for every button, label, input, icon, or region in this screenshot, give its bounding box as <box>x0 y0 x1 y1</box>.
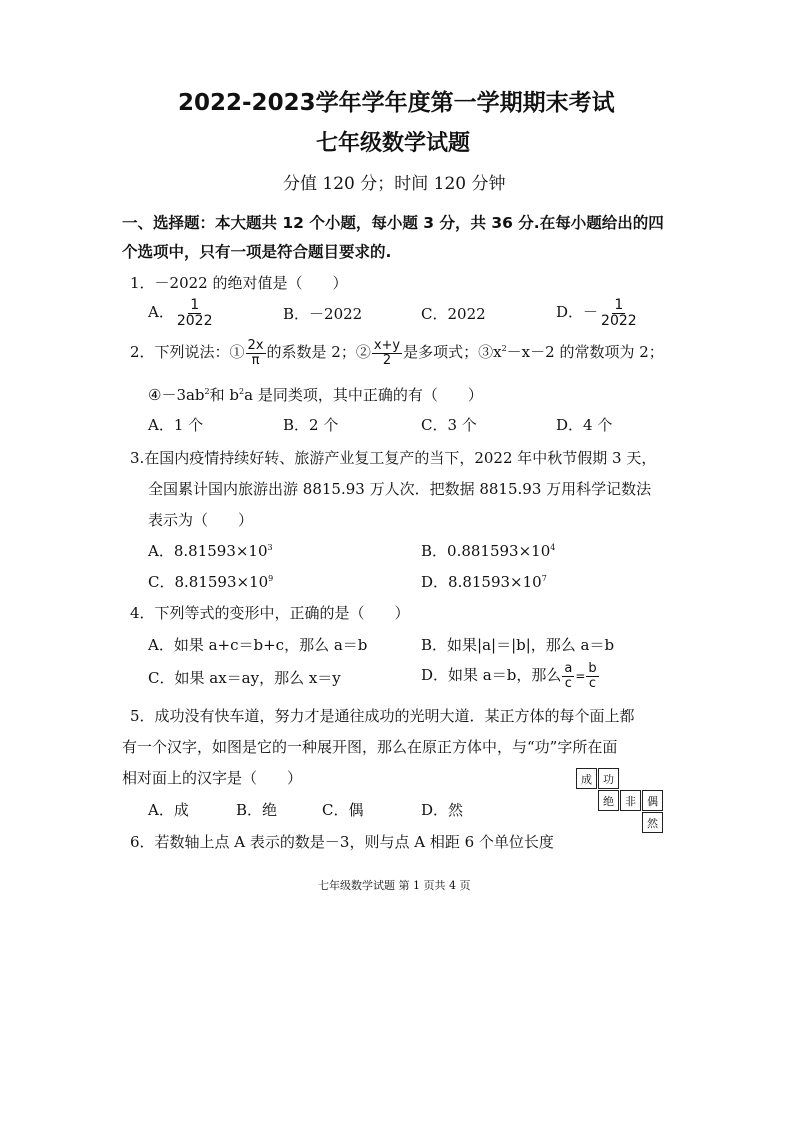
question-3-line2: 全国累计国内旅游出游 8815.93 万人次．把数据 8815.93 万用科学记数法 <box>148 480 652 498</box>
question-1-option-a <box>148 298 215 328</box>
question-5-line1: 5．成功没有快车道，努力才是通往成功的光明大道．某正方体的每个面上都 <box>130 707 635 725</box>
question-5-line3: 相对面上的汉字是（ ） <box>122 769 303 787</box>
question-2-option-b: B．2 个 <box>283 416 339 434</box>
superscript: 4 <box>550 543 556 552</box>
fraction <box>372 339 402 367</box>
question-4-option-d <box>421 662 600 690</box>
question-3-option-c <box>148 571 273 592</box>
fraction-denominator: c <box>588 675 597 691</box>
question-5-line2: 有一个汉字，如图是它的一种展开图，那么在原正方体中，与“功”字所在面 <box>122 738 618 756</box>
superscript: 2 <box>239 387 245 396</box>
text-segment: A．8.81593×10 <box>148 542 268 560</box>
question-4-stem: 4．下列等式的变形中，正确的是（ ） <box>130 604 410 622</box>
section-heading-line2: 个选项中，只有一项是符合题目要求的. <box>122 243 392 261</box>
fraction-denominator: π <box>251 352 260 368</box>
net-cell: 功 <box>598 768 619 789</box>
page-footer: 七年级数学试题 第 1 页共 4 页 <box>318 879 471 892</box>
question-4-option-b: B．如果|a|＝|b|，那么 a＝b <box>421 636 615 654</box>
text-segment: B．0.881593×10 <box>421 542 551 560</box>
question-6-line1: 6．若数轴上点 A 表示的数是－3，则与点 A 相距 6 个单位长度 <box>130 833 554 851</box>
question-5-option-d: D．然 <box>421 801 464 819</box>
superscript: 2 <box>204 387 210 396</box>
superscript: 2 <box>501 344 507 354</box>
text-segment: 是多项式；③x <box>403 343 502 362</box>
fraction-numerator: b <box>588 661 597 676</box>
superscript: 9 <box>268 574 274 583</box>
question-1-option-b: B．－2022 <box>283 305 363 323</box>
question-5-option-b: B．绝 <box>236 801 278 819</box>
net-cell: 偶 <box>642 790 663 811</box>
question-3-option-d <box>421 571 547 592</box>
question-1-option-d <box>556 298 640 328</box>
option-a-label: A． <box>148 303 174 322</box>
text-segment: ④－3ab <box>148 386 205 404</box>
fraction <box>599 298 639 328</box>
text-segment: a 是同类项，其中正确的有（ ） <box>244 386 483 404</box>
question-1-option-c: C．2022 <box>421 305 486 323</box>
fraction-denominator: c <box>564 675 572 691</box>
question-2-option-a: A．1 个 <box>148 416 204 434</box>
fraction <box>246 339 266 367</box>
fraction-denominator: 2022 <box>176 312 213 329</box>
fraction <box>175 298 215 328</box>
fraction-numerator: 2x <box>247 338 264 353</box>
question-4-option-c: C．如果 ax＝ay，那么 x＝y <box>148 669 341 687</box>
text-segment: 的系数是 2；② <box>266 343 371 362</box>
fraction <box>562 662 574 690</box>
question-1-stem: 1．－2022 的绝对值是（ ） <box>130 274 348 292</box>
question-2-option-d: D．4 个 <box>556 416 613 434</box>
fraction-denominator: 2 <box>382 352 392 368</box>
text-segment: 和 b <box>209 386 240 404</box>
exam-title: 2022-2023学年学年度第一学期期末考试 <box>178 90 615 116</box>
fraction-numerator: 1 <box>614 297 624 313</box>
section-heading-line1: 一、选择题：本大题共 12 个小题，每小题 3 分，共 36 分.在每小题给出的四 <box>122 214 664 232</box>
exam-subtitle: 七年级数学试题 <box>316 131 471 156</box>
question-4-option-a: A．如果 a+c＝b+c，那么 a＝b <box>148 636 368 654</box>
net-cell: 然 <box>642 812 663 833</box>
fraction <box>586 662 598 690</box>
question-2-line1 <box>130 339 664 367</box>
net-cell: 非 <box>620 790 641 811</box>
fraction-denominator: 2022 <box>601 312 637 329</box>
text-segment: －x－2 的常数项为 2； <box>506 343 664 362</box>
text-segment: C．8.81593×10 <box>148 573 269 591</box>
exam-meta: 分值 120 分；时间 120 分钟 <box>283 174 506 194</box>
text-segment: D．8.81593×10 <box>421 573 542 591</box>
fraction-numerator: x+y <box>373 338 401 353</box>
question-3-line3: 表示为（ ） <box>148 511 254 529</box>
question-3-option-b <box>421 540 555 561</box>
net-cell: 成 <box>576 768 597 789</box>
net-cell: 绝 <box>598 790 619 811</box>
question-5-option-c: C．偶 <box>322 801 364 819</box>
fraction-numerator: 1 <box>190 297 200 313</box>
text-segment: 2．下列说法：① <box>130 343 245 362</box>
equals-sign: = <box>575 669 586 684</box>
question-2-line2 <box>148 384 483 405</box>
superscript: 3 <box>267 543 273 552</box>
superscript: 7 <box>541 574 547 583</box>
question-3-option-a <box>148 540 273 561</box>
question-2-option-c: C．3 个 <box>421 416 477 434</box>
option-d-label: D．－ <box>556 303 599 322</box>
text-segment: D．如果 a＝b，那么 <box>421 666 562 685</box>
question-3-line1: 3.在国内疫情持续好转、旅游产业复工复产的当下，2022 年中秋节假期 3 天， <box>130 449 657 467</box>
question-5-option-a: A．成 <box>148 801 189 819</box>
fraction-numerator: a <box>564 661 573 676</box>
